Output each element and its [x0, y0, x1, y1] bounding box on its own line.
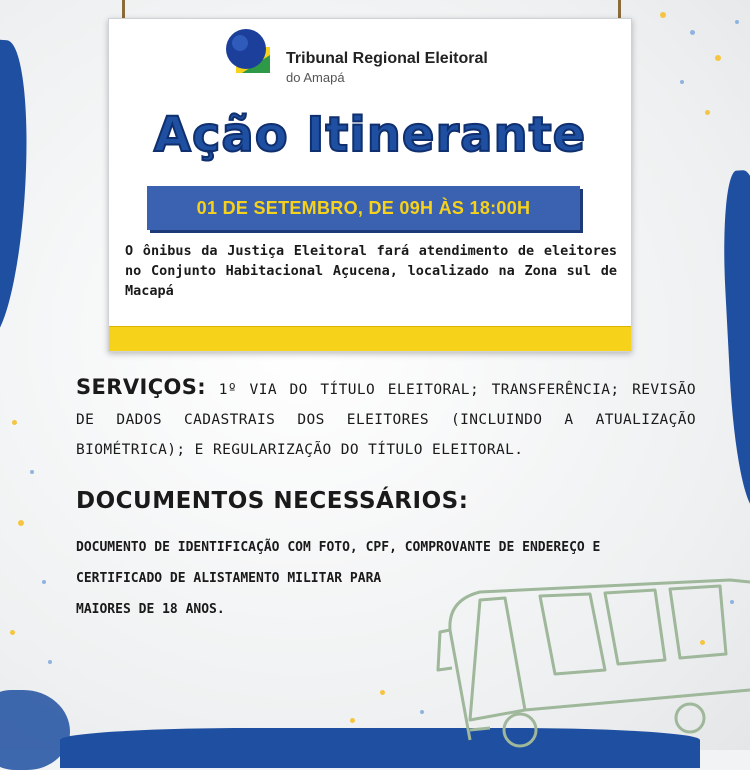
services-heading: SERVIÇOS:	[76, 375, 207, 399]
sign-yellow-stripe	[109, 326, 631, 351]
bus-icon	[430, 560, 750, 750]
documents-heading: DOCUMENTOS NECESSÁRIOS:	[76, 488, 469, 514]
tre-globe-logo-icon	[222, 27, 272, 77]
event-date: 01 DE SETEMBRO, DE 09H ÀS 18:00H	[196, 197, 531, 218]
documents-line-3: MAIORES DE 18 ANOS.	[76, 602, 225, 617]
services-section	[76, 372, 696, 465]
event-description: O ônibus da Justiça Eleitoral fará atendimento de eleitores no Conjunto Habitacional Açucena, localizado na Zona sul de Macapá	[125, 243, 617, 299]
organization-name: Tribunal Regional Eleitoral	[286, 50, 488, 67]
date-banner	[147, 186, 580, 230]
documents-line-1: DOCUMENTO DE IDENTIFICAÇÃO COM FOTO, CPF, COMPROVANTE DE ENDEREÇO E	[76, 540, 601, 555]
services-text: 1º VIA DO TÍTULO ELEITORAL; TRANSFERÊNCIA; REVISÃO DE DADOS CADASTRAIS DOS ELEITORES (INCLUINDO A ATUALIZAÇÃO BIOMÉTRICA); E REGULARIZAÇÃO DO TÍTULO ELEITORAL.	[76, 382, 696, 458]
event-sign	[108, 18, 632, 352]
documents-line-2: CERTIFICADO DE ALISTAMENTO MILITAR PARA	[76, 571, 382, 586]
event-title: Ação Itinerante	[153, 107, 587, 163]
organization-subtitle: do Amapá	[286, 70, 345, 85]
